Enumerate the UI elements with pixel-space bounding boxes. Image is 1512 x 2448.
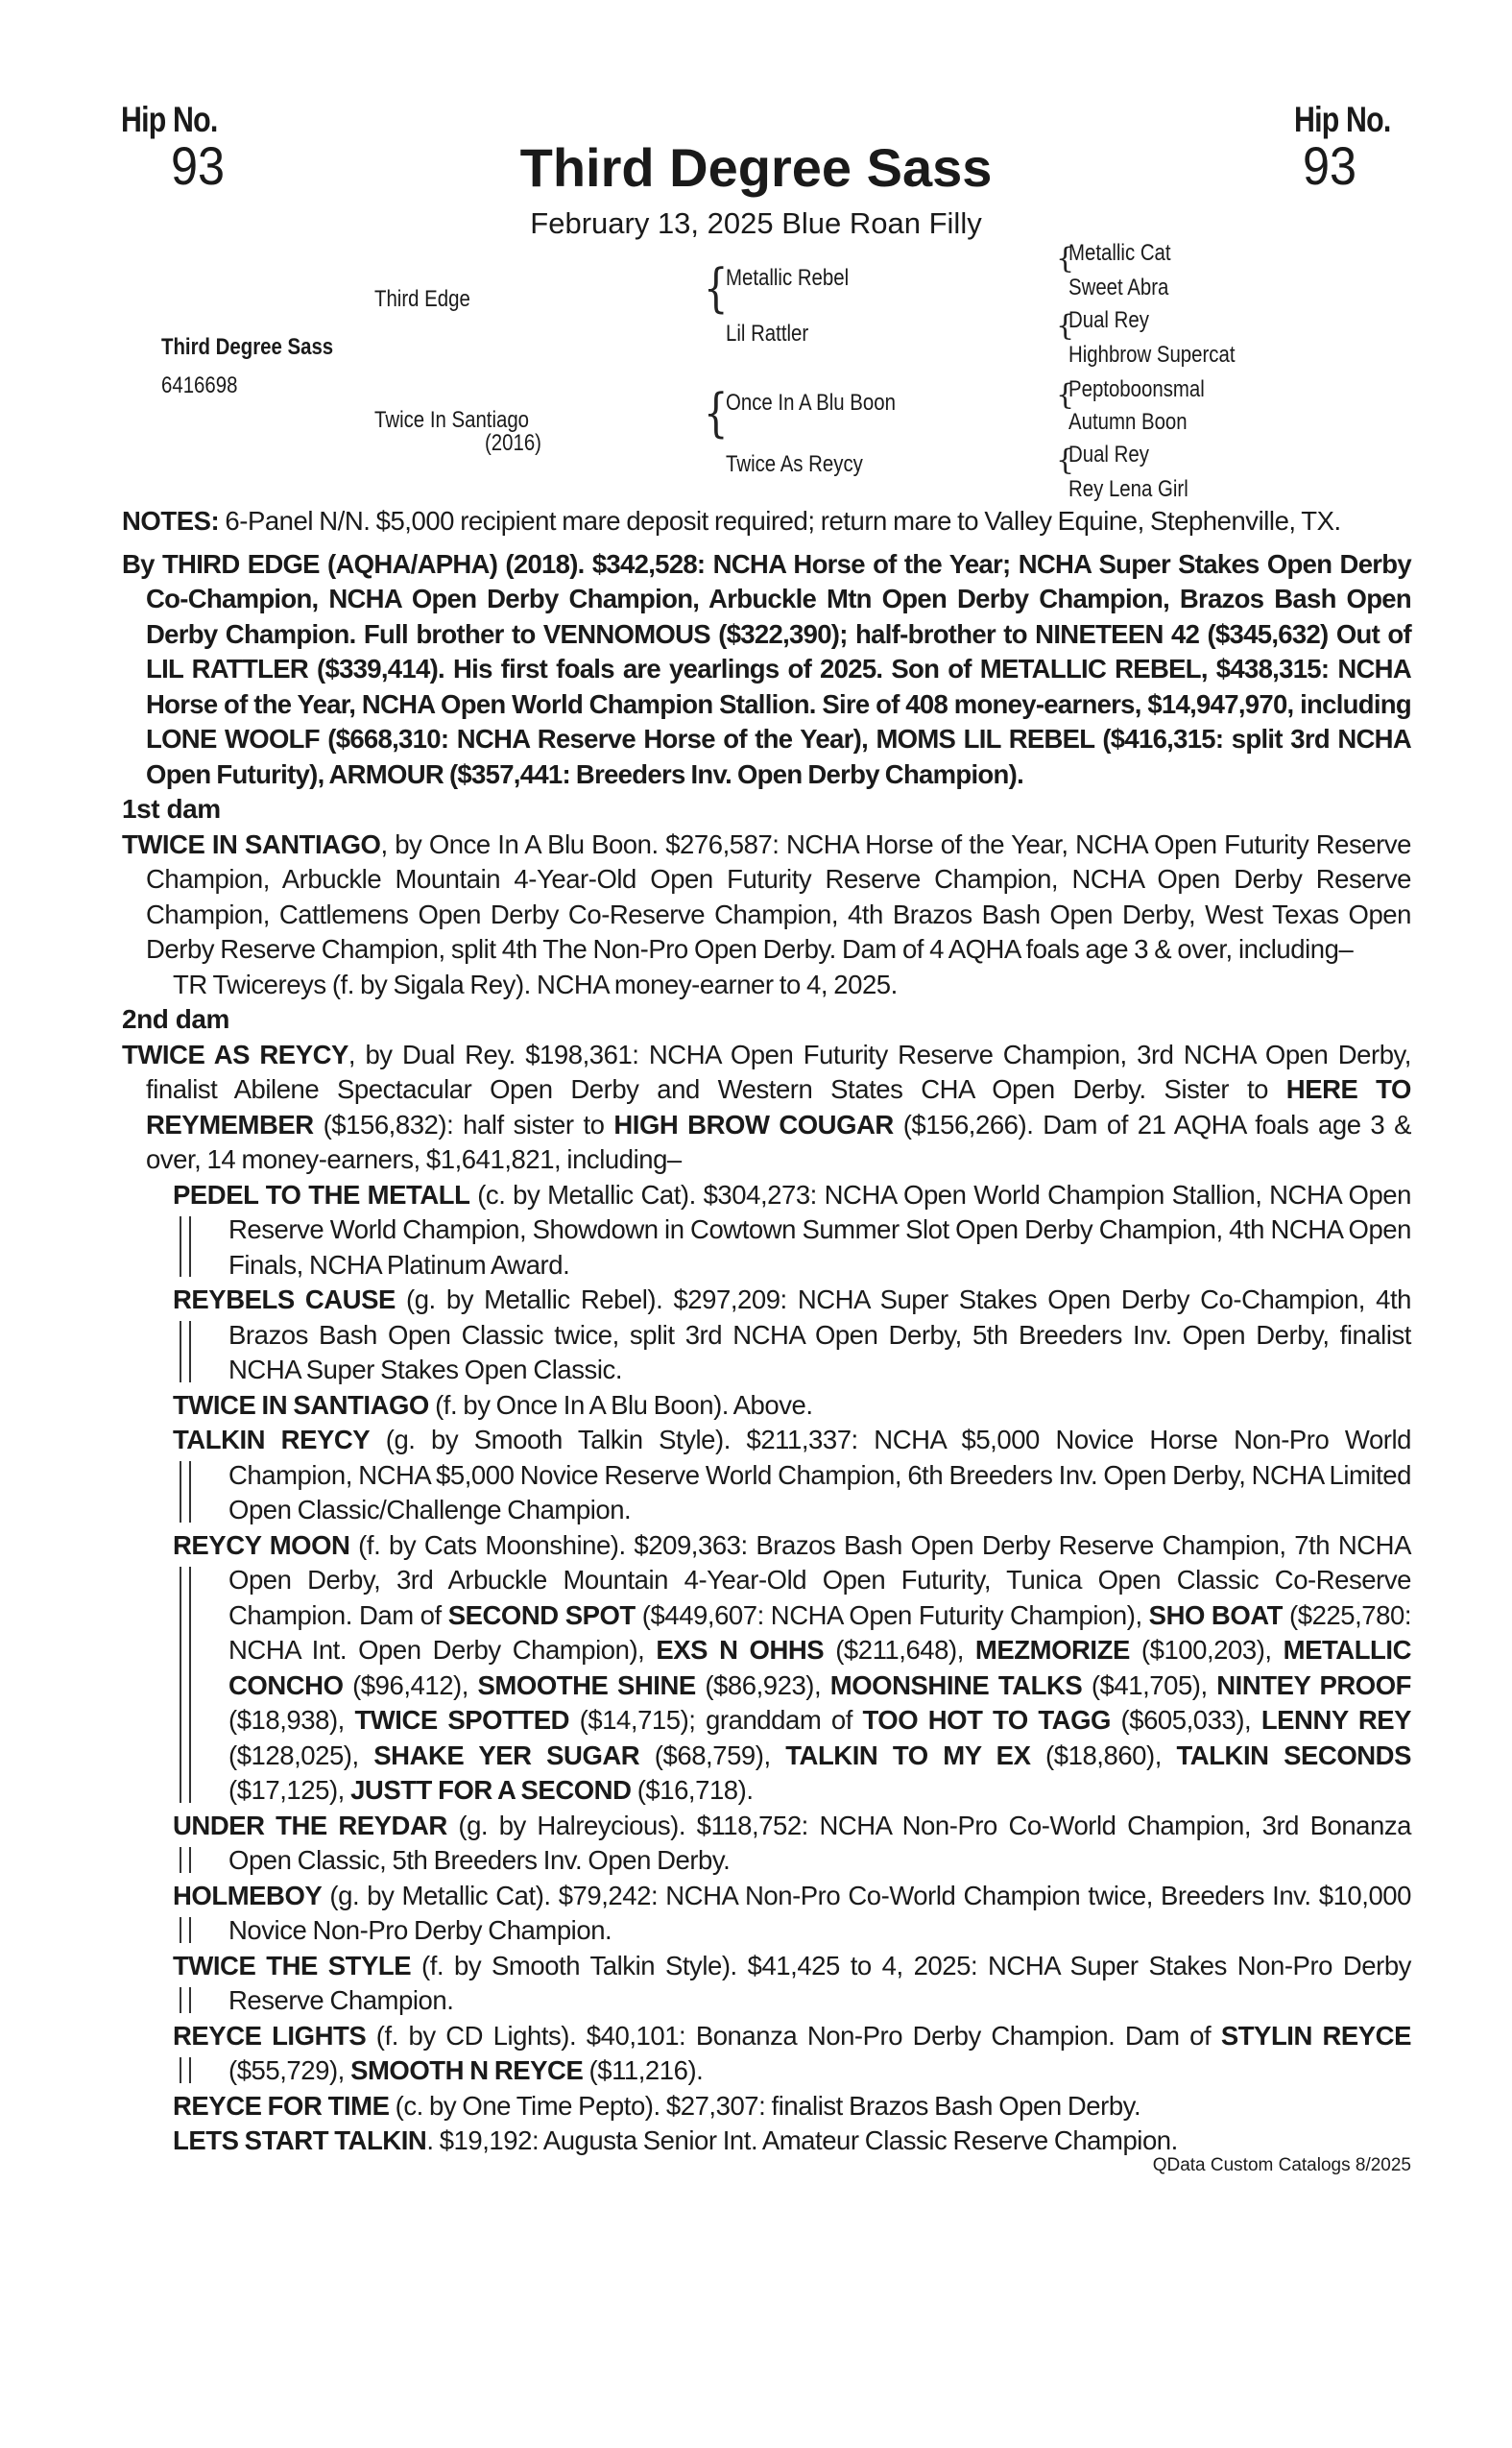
ped-g3: Dual Rey [1068,307,1149,333]
offspring-name: SMOOTHE SHINE [477,1669,696,1700]
offspring-earnings: ($605,033), [1110,1705,1261,1735]
offspring-name: NINTEY PROOF [1216,1669,1412,1700]
ped-sire-dam: Lil Rattler [726,321,809,347]
produce-entry [173,1879,1411,1949]
offspring-earnings: ($17,125), [228,1775,351,1805]
ped-g7: Dual Rey [1068,442,1149,468]
ped-g4: Highbrow Supercat [1068,342,1236,368]
second-dam-text: , by Dual Rey. $198,361: NCHA Open Futurity Reserve Champion, 3rd NCHA Open Derby, finalist Abilene Spectacular Open Derby and Western States CHA Open Derby. Sister to [146,1039,1411,1104]
produce-name: TWICE THE STYLE [173,1950,412,1980]
produce-name: UNDER THE REYDAR [173,1810,447,1840]
ped-dam: Twice In Santiago [374,407,530,433]
produce-entry [173,1528,1411,1809]
notes-text: 6-Panel N/N. $5,000 recipient mare deposit required; return mare to Valley Equine, Stephenville, TX. [219,506,1341,536]
produce-name: REYCE LIGHTS [173,2020,367,2051]
produce-name: REYBELS CAUSE [173,1284,396,1314]
produce-name: REYCE FOR TIME [173,2090,390,2121]
notes [122,504,1411,540]
produce-name: PEDEL TO THE METALL [173,1179,470,1210]
produce-text: (g. by Metallic Cat). $79,242: NCHA Non-Pro Co-World Champion twice, Breeders Inv. $10,000 Novice Non-Pro Derby Champion. [228,1880,1411,1945]
produce-bar [180,1847,191,1873]
ped-g2: Sweet Abra [1068,275,1169,300]
produce-bar [180,1917,191,1943]
ped-dam-sire: Once In A Blu Boon [726,390,896,416]
brace: { [1056,444,1075,477]
ped-dam-year: (2016) [485,430,541,456]
offspring-name: SECOND SPOT [447,1599,636,1630]
produce-entry [173,1423,1411,1528]
offspring-earnings: ($449,607: NCHA Open Futurity Champion), [635,1599,1149,1630]
produce-text: (g. by Smooth Talkin Style). $211,337: NCHA $5,000 Novice Horse Non-Pro World Champion, NCHA $5,000 Novice Reserve World Champion, 6th Breeders Inv. Open Derby, NCHA Limited Open Classic/Challenge Champion. [228,1425,1411,1524]
produce-text: (g. by Metallic Rebel). $297,209: NCHA Super Stakes Open Derby Co-Champion, 4th Brazos Bash Open Classic twice, split 3rd NCHA Open Derby, 5th Breeders Inv. Open Derby, finalist NCHA Super Stakes Open Classic. [228,1284,1411,1384]
offspring-earnings: ($86,923), [695,1669,830,1700]
offspring-earnings: ($55,729), [228,2055,351,2085]
produce-bar [180,2057,191,2083]
produce-text: (f. by Cats Moonshine). $209,363: Brazos Bash Open Derby Reserve Champion, 7th NCHA Open Derby, 3rd Arbuckle Mountain 4-Year-Old Open Futurity, Tunica Open Classic Co-Reserve Champion. Dam of [228,1529,1411,1630]
produce-name: LETS START TALKIN [173,2125,427,2155]
horse-title: Third Degree Sass [519,137,993,198]
ped-sire: Third Edge [374,286,470,312]
first-dam-produce: TR Twicereys (f. by Sigala Rey). NCHA money-earner to 4, 2025. [173,969,898,999]
produce-entry [173,1388,1411,1424]
offspring-earnings: ($100,203), [1129,1635,1284,1665]
offspring-name: SHO BOAT [1148,1599,1283,1630]
offspring-earnings: ($41,705), [1082,1669,1217,1700]
produce-text: (c. by Metallic Cat). $304,273: NCHA Open World Champion Stallion, NCHA Open Reserve World Champion, Showdown in Cowtown Summer Slot Open Derby Champion, 4th NCHA Open Finals, NCHA Platinum Award. [228,1179,1411,1280]
produce-text: (f. by CD Lights). $40,101: Bonanza Non-Pro Derby Champion. Dam of [366,2020,1221,2051]
second-dam-heading: 2nd dam [122,1004,229,1034]
brace: { [1056,378,1075,412]
first-dam-name: TWICE IN SANTIAGO [122,828,381,859]
ped-g1: Metallic Cat [1068,240,1171,266]
notes-label: NOTES: [122,506,220,536]
produce-text: . $19,192: Augusta Senior Int. Amateur Classic Reserve Champion. [426,2125,1178,2155]
hip-label-left: Hip No. [121,100,218,139]
offspring-name: STYLIN REYCE [1220,2020,1411,2051]
first-dam-text: , by Once In A Blu Boon. $276,587: NCHA Horse of the Year, NCHA Open Futurity Reserve Champion, Arbuckle Mountain 4-Year-Old Open Futurity Reserve Champion, NCHA Open Derby Reserve Champion, Cattlemens Open Derby Co-Reserve Champion, 4th Brazos Bash Open Derby, West Texas Open Derby Reserve Champion, split 4th The Non-Pro Open Derby. Dam of 4 AQHA foals age 3 & over, including– [146,828,1411,964]
offspring-name: TALKIN TO MY EX [785,1740,1031,1770]
offspring-earnings: ($211,648), [824,1635,975,1665]
produce-bar [180,1216,191,1278]
brace: { [1056,242,1075,276]
sibling-name: HERE TO REYMEMBER [146,1074,1411,1140]
offspring-name: SMOOTH N REYCE [350,2055,584,2085]
offspring-earnings: ($18,860), [1030,1740,1177,1770]
offspring-earnings: ($68,759), [639,1740,786,1770]
produce-entry [173,2089,1411,2124]
offspring-earnings: ($96,412), [343,1669,478,1700]
offspring-name: TWICE SPOTTED [354,1705,570,1735]
second-dam-text: ($156,266). Dam of 21 AQHA foals age 3 & over, 14 money-earners, $1,641,821, including– [146,1109,1412,1174]
foaling-date: February 13, 2025 Blue Roan Filly [530,206,982,240]
offspring-name: EXS N OHHS [656,1635,825,1665]
second-dam-text: ($156,832): half sister to [313,1109,614,1140]
brace: { [1056,309,1075,343]
ped-registration: 6416698 [161,372,238,398]
first-dam-heading: 1st dam [122,794,221,824]
produce-entry [173,1178,1411,1284]
produce-text: (c. by One Time Pepto). $27,307: finalist Brazos Bash Open Derby. [389,2090,1141,2121]
produce-text: (f. by Once In A Blu Boon). Above. [428,1389,813,1420]
catalog-body [0,504,1512,2188]
produce-bar [180,1567,191,1803]
offspring-name: SHAKE YER SUGAR [373,1740,640,1770]
ped-g5: Peptoboonsmal [1068,376,1205,402]
offspring-earnings: ($128,025), [228,1740,374,1770]
ped-g6: Autumn Boon [1068,409,1188,435]
produce-name: HOLMEBOY [173,1880,323,1910]
produce-text: (f. by Smooth Talkin Style). $41,425 to 4, 2025: NCHA Super Stakes Non-Pro Derby Reserve Champion. [228,1950,1411,2015]
offspring-name: METALLIC CONCHO [228,1635,1411,1700]
ped-dam-dam: Twice As Reycy [726,451,863,477]
offspring-name: TALKIN SECONDS [1176,1740,1411,1770]
sibling-name: HIGH BROW COUGAR [613,1109,894,1140]
offspring-name: LENNY REY [1260,1705,1412,1735]
offspring-name: TOO HOT TO TAGG [862,1705,1111,1735]
offspring-name: MOONSHINE TALKS [829,1669,1083,1700]
ped-subject: Third Degree Sass [161,334,334,360]
produce-bar [180,1461,191,1523]
produce-text: (g. by Halreycious). $118,752: NCHA Non-Pro Co-World Champion, 3rd Bonanza Open Classic, 5th Breeders Inv. Open Derby. [228,1810,1411,1875]
second-dam-name: TWICE AS REYCY [122,1039,348,1069]
offspring-earnings: ($11,216). [583,2055,704,2085]
produce-entry [173,2019,1411,2089]
produce-name: TALKIN REYCY [173,1425,371,1454]
ped-g8: Rey Lena Girl [1068,476,1188,502]
produce-entry [173,1809,1411,1879]
produce-entry [173,2124,1411,2159]
produce-entry [173,1949,1411,2019]
offspring-name: JUSTT FOR A SECOND [350,1775,632,1805]
produce-bar [180,1321,191,1382]
sire-paragraph: By THIRD EDGE (AQHA/APHA) (2018). $342,528: NCHA Horse of the Year; NCHA Super Stakes Open Derby Co-Champion, NCHA Open Derby Champion, Arbuckle Mtn Open Derby Champion, Brazos Bash Open Derby Champion. Full brother to VENNOMOUS ($322,390); half-brother to NINETEEN 42 ($345,632) Out of LIL RATTLER ($339,414). His first foals are yearlings of 2025. Son of METALLIC REBEL, $438,315: NCHA Horse of the Year, NCHA Open World Champion Stallion. Sire of 408 money-earners, $14,947,970, including LONE WOOLF ($668,310: NCHA Reserve Horse of the Year), MOMS LIL REBEL ($416,315: split 3rd NCHA Open Futurity), ARMOUR ($357,441: Breeders Inv. Open Derby Champion). [122,548,1411,789]
produce-name: TWICE IN SANTIAGO [173,1389,429,1420]
ped-sire-sire: Metallic Rebel [726,265,850,291]
hip-label-right: Hip No. [1294,100,1391,139]
offspring-name: MEZMORIZE [974,1635,1130,1665]
produce-entry [173,1283,1411,1388]
brace: { [704,383,729,444]
footer-credit: QData Custom Catalogs 8/2025 [1152,2154,1411,2175]
produce-bar [180,1987,191,2013]
brace: { [704,258,729,320]
second-dam-paragraph [122,1038,1411,1178]
offspring-earnings: ($14,715); granddam of [569,1705,863,1735]
hip-number-left: 93 [171,135,226,196]
offspring-earnings: ($16,718). [631,1775,754,1805]
first-dam-paragraph [122,828,1411,968]
offspring-earnings: ($225,780: NCHA Int. Open Derby Champion), [228,1599,1412,1665]
hip-number-right: 93 [1303,135,1357,196]
produce-name: REYCY MOON [173,1529,350,1560]
offspring-earnings: ($18,938), [228,1705,355,1735]
